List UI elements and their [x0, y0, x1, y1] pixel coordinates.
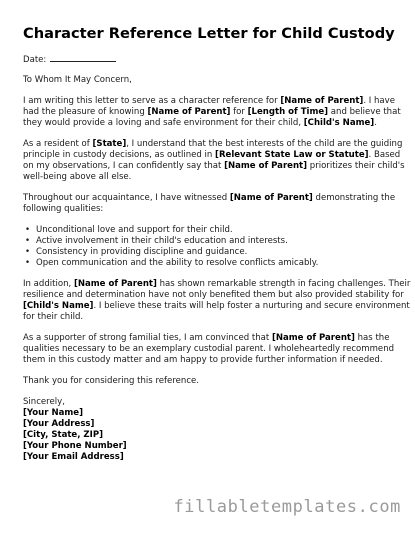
closing: Sincerely,	[23, 397, 65, 407]
qualities-list	[23, 225, 395, 269]
signature-name: [Your Name]	[23, 408, 83, 418]
placeholder-childs-name: [Child's Name]	[23, 301, 94, 311]
paragraph-recommendation: As a supporter of strong familial ties, I am convinced that [Name of Parent] has the qualities necessary to be an exemplary custodial parent. I wholeheartedly recommend them in this custody matter and am happy to provide further information if needed.	[23, 333, 395, 365]
list-item: • Unconditional love and support for their child.	[25, 225, 233, 235]
placeholder-name-of-parent: [Name of Parent]	[271, 333, 355, 343]
placeholder-state: [State]	[92, 139, 127, 149]
placeholder-name-of-parent: [Name of Parent]	[280, 96, 364, 106]
list-item: • Active involvement in their child's education and interests.	[25, 236, 288, 246]
thanks-line: Thank you for considering this reference.	[23, 376, 199, 386]
paragraph-qualities-intro: Throughout our acquaintance, I have witnessed [Name of Parent] demonstrating the following qualities:	[23, 193, 396, 214]
placeholder-name-of-parent: [Name of Parent]	[147, 107, 231, 117]
list-item: • Open communication and the ability to resolve conflicts amicably.	[25, 258, 319, 268]
date-line	[23, 53, 395, 66]
signature-address: [Your Address]	[23, 419, 95, 429]
letter-body	[23, 53, 411, 463]
signature-block	[23, 397, 395, 463]
watermark: fillabletemplates.com	[173, 497, 401, 517]
signature-city: [City, State, ZIP]	[23, 430, 103, 440]
placeholder-name-of-parent: [Name of Parent]	[73, 279, 157, 289]
placeholder-name-of-parent: [Name of Parent]	[224, 161, 308, 171]
date-blank	[50, 53, 116, 62]
page-title: Character Reference Letter for Child Custody	[23, 25, 395, 42]
placeholder-relevant-law: [Relevant State Law or Statute]	[215, 150, 369, 160]
paragraph-strength: In addition, [Name of Parent] has shown remarkable strength in facing challenges. Their resilience and determination have not only benefited them but also provided stability for [Child's Name]. I believe these traits will help foster a nurturing and secure environment for their child.	[23, 279, 411, 322]
signature-email: [Your Email Address]	[23, 452, 124, 462]
paragraph-state: As a resident of [State], I understand that the best interests of the child are the guiding principle in custody decisions, as outlined in [Relevant State Law or Statute]. Based on my observations, I can confidently say that [Name of Parent] prioritizes their child's well-being above all else.	[23, 139, 405, 182]
placeholder-length-of-time: [Length of Time]	[247, 107, 329, 117]
signature-phone: [Your Phone Number]	[23, 441, 127, 451]
list-item: • Consistency in providing discipline and guidance.	[25, 247, 248, 257]
greeting: To Whom It May Concern,	[23, 75, 132, 85]
placeholder-childs-name: [Child's Name]	[303, 118, 375, 128]
date-label: Date:	[23, 55, 47, 65]
paragraph-intro: I am writing this letter to serve as a character reference for [Name of Parent]. I have had the pleasure of knowing [Name of Parent] for [Length of Time] and believe that they would provide a loving and safe environment for their child, [Child's Name].	[23, 96, 401, 128]
placeholder-name-of-parent: [Name of Parent]	[229, 193, 313, 203]
